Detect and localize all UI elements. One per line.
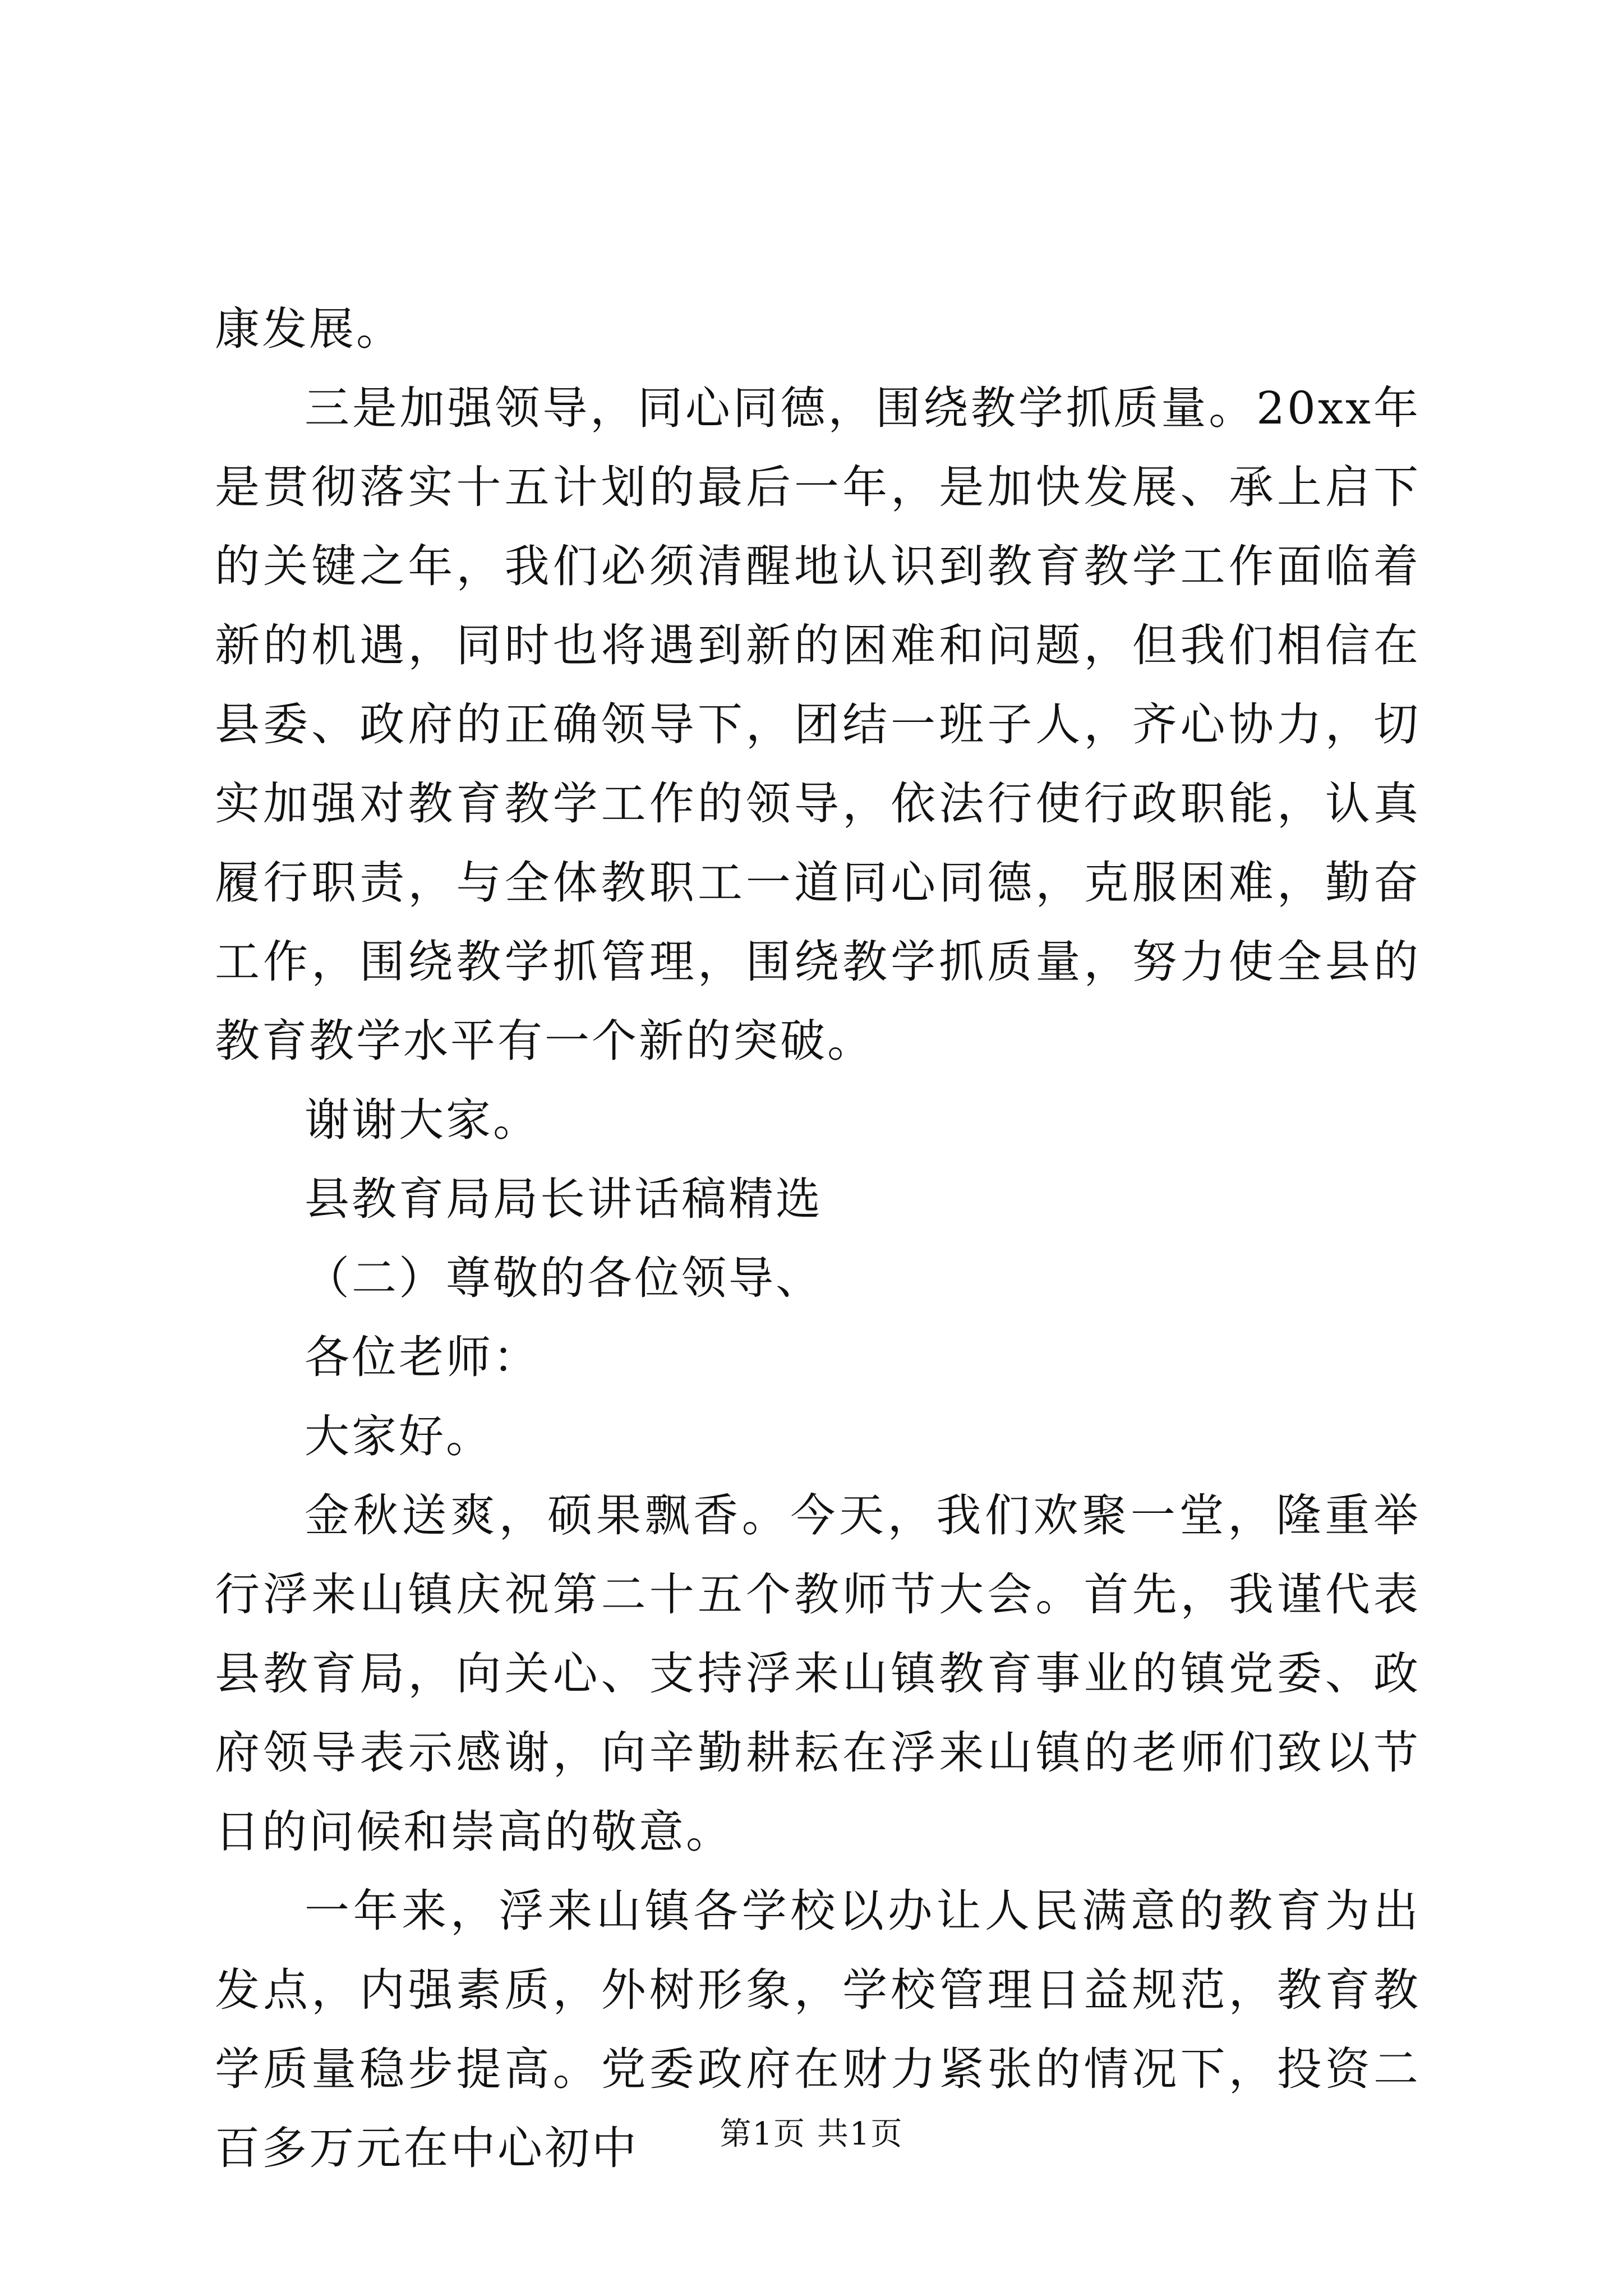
paragraph-point-three: 三是加强领导，同心同德，围绕教学抓质量。20xx年是贯彻落实十五计划的最后一年，是加快发展、承上启下的关键之年，我们必须清醒地认识到教育教学工作面临着新的机遇，同时也将遇到新的困难和问题，但我们相信在县委、政府的正确领导下，团结一班子人，齐心协力，切实加强对教育教学工作的领导，依法行使行政职能，认真履行职责，与全体教职工一道同心同德，克服困难，勤奋工作，围绕教学抓管理，围绕教学抓质量，努力使全县的教育教学水平有一个新的突破。 [215,382,1421,1067]
body-text [215,289,1421,2188]
paragraph-thanks: 谢谢大家。 [305,1094,540,1146]
page-footer: 第1页 共1页 [720,2116,903,2152]
paragraph-opening: 金秋送爽，硕果飘香。今天，我们欢聚一堂，隆重举行浮来山镇庆祝第二十五个教师节大会。首先，我谨代表县教育局，向关心、支持浮来山镇教育事业的镇党委、政府领导表示感谢，向辛勤耕耘在浮来山镇的老师们致以节日的问候和崇高的敬意。 [215,1489,1421,1858]
paragraph-continuation: 康发展。 [215,303,403,355]
greeting: 大家好。 [305,1410,493,1462]
salutation-leaders: （二）尊敬的各位领导、 [305,1252,823,1304]
paragraph-review: 一年来，浮来山镇各学校以办让人民满意的教育为出发点，内强素质，外树形象，学校管理日益规范，教育教学质量稳步提高。党委政府在财力紧张的情况下，投资二百多万元在中心初中 [215,1885,1421,2174]
salutation-teachers: 各位老师： [305,1331,540,1383]
section-title: 县教育局局长讲话稿精选 [305,1173,823,1225]
